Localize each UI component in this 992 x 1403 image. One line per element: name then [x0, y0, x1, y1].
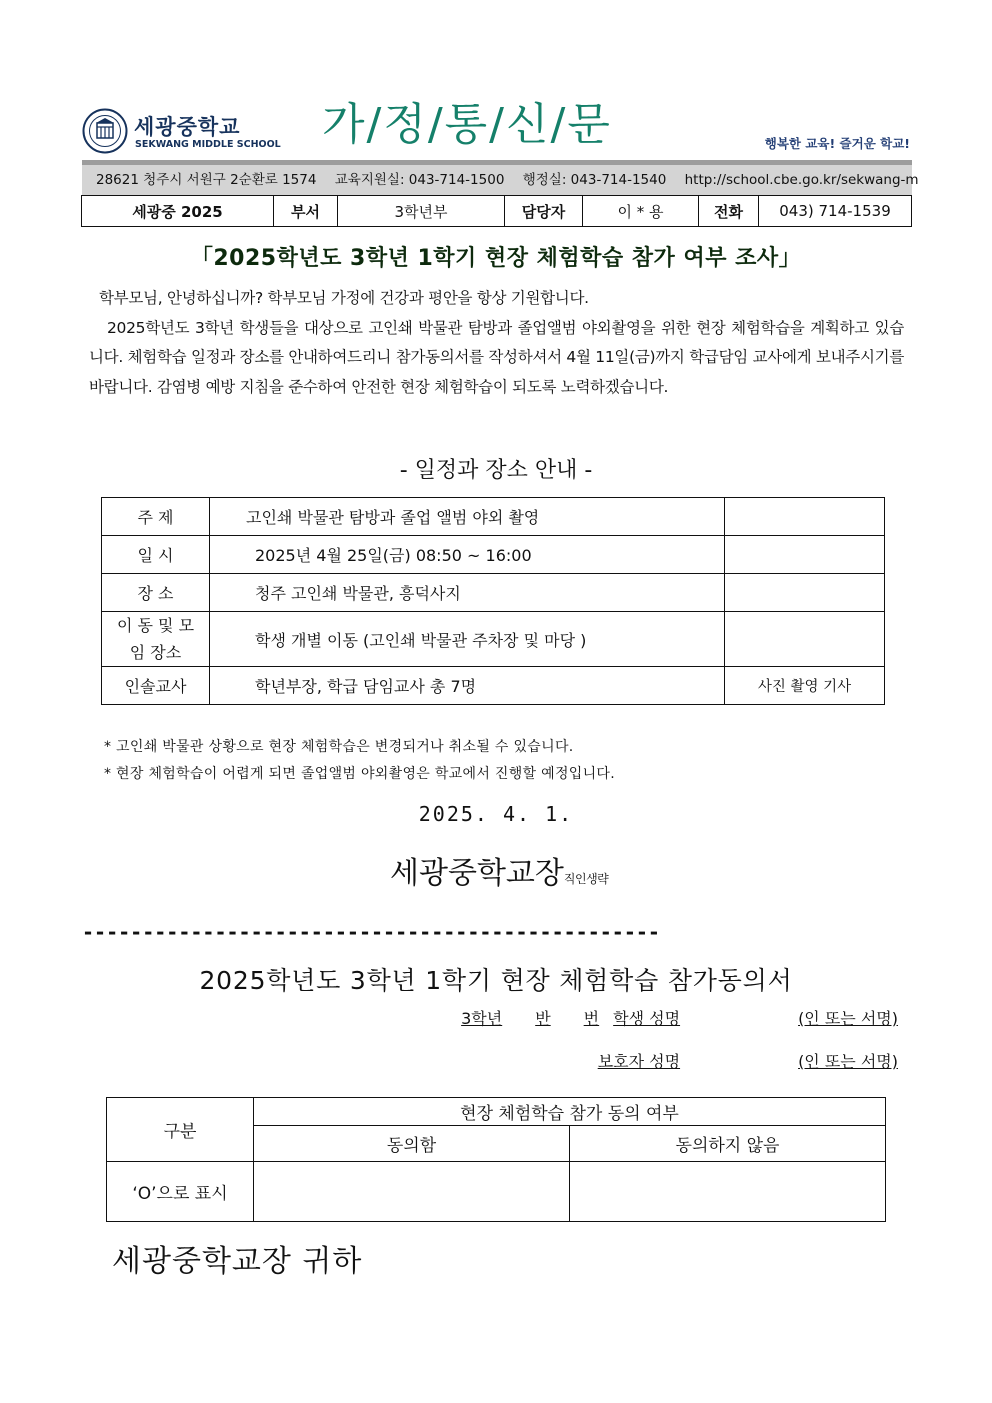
school-year-cell: 세광중 2025 — [82, 196, 274, 227]
consent-table — [106, 1097, 886, 1222]
row-note — [725, 498, 885, 536]
principal-signature — [390, 848, 608, 892]
school-name: 세광중학교 — [134, 115, 241, 139]
mark-row-label: ‘O’으로 표시 — [107, 1162, 254, 1222]
dept-label: 부서 — [274, 196, 338, 227]
parent-name-label: 보호자 성명 — [597, 1052, 681, 1071]
support-office-phone: 교육지원실: 043-714-1500 — [334, 172, 505, 188]
parent-sign-line — [598, 1049, 898, 1072]
row-label: 장 소 — [102, 574, 210, 612]
manager-label: 담당자 — [505, 196, 583, 227]
table-row — [107, 1162, 886, 1222]
newsletter-title: 가/정/통/신/문 — [322, 99, 612, 150]
row-label: 주 제 — [102, 498, 210, 536]
agree-mark-cell[interactable] — [254, 1162, 570, 1222]
table-row — [102, 498, 885, 536]
schedule-table — [101, 497, 885, 705]
issue-date: 2025. 4. 1. — [418, 802, 574, 826]
letter-body — [89, 284, 904, 402]
row-value: 학년부장, 학급 담임교사 총 7명 — [210, 667, 725, 705]
table-row — [102, 574, 885, 612]
address-text: 28621 청주시 서원구 2순환로 1574 — [96, 172, 317, 188]
admin-office-phone: 행정실: 043-714-1540 — [522, 172, 667, 188]
contact-bar — [82, 160, 919, 195]
row-note: 사진 촬영 기사 — [725, 667, 885, 705]
cut-line: ------------------------------------------------ — [82, 920, 660, 944]
school-slogan: 행복한 교육! 즐거운 학교! — [764, 136, 910, 151]
table-row — [102, 612, 885, 667]
row-label: 이 동 및 모임 장소 — [102, 612, 210, 667]
row-note — [725, 536, 885, 574]
manager-value: 이 * 용 — [583, 196, 699, 227]
consent-header: 현장 체험학습 참가 동의 여부 — [254, 1098, 886, 1126]
phone-value: 043) 714-1539 — [759, 196, 912, 227]
student-name-label: 학생 성명 — [613, 1009, 681, 1028]
disagree-header: 동의하지 않음 — [570, 1126, 886, 1162]
disagree-mark-cell[interactable] — [570, 1162, 886, 1222]
school-emblem-icon — [82, 108, 128, 154]
row-note — [725, 612, 885, 667]
schedule-heading: - 일정과 장소 안내 - — [399, 458, 593, 483]
seal-omitted-note: 직인생략 — [563, 872, 609, 886]
table-row — [102, 667, 885, 705]
info-row — [82, 196, 912, 227]
survey-title: 「2025학년도 3학년 1학기 현장 체험학습 참가 여부 조사」 — [190, 246, 802, 271]
student-sign-suffix: (인 또는 서명) — [798, 1009, 898, 1028]
consent-title: 2025학년도 3학년 1학기 현장 체험학습 참가동의서 — [199, 966, 793, 995]
category-header: 구분 — [107, 1098, 254, 1162]
phone-label: 전화 — [699, 196, 759, 227]
number-label: 번 — [583, 1009, 600, 1028]
addressee: 세광중학교장 귀하 — [112, 1244, 363, 1279]
main-paragraph-text: 2025학년도 3학년 학생들을 대상으로 고인쇄 박물관 탐방과 졸업앨범 야외촬영을 위한 현장 체험학습을 계획하고 있습니다. 체험학습 일정과 장소를 안내하여드리니 참가동의서를 작성하셔서 4월 11일(금)까지 학급담임 교사에게 보내주시기를 바랍니다. 감염병 예방 지침을 준수하여 안전한 현장 체험학습이 되도록 노력하겠습니다. — [89, 318, 904, 396]
row-value: 청주 고인쇄 박물관, 흥덕사지 — [210, 574, 725, 612]
parent-sign-suffix: (인 또는 서명) — [798, 1052, 898, 1071]
row-value: 고인쇄 박물관 탐방과 졸업 앨범 야외 촬영 — [210, 498, 725, 536]
student-sign-line — [461, 1006, 898, 1029]
table-row — [102, 536, 885, 574]
grade-label: 3학년 — [461, 1009, 503, 1028]
row-value: 2025년 4월 25일(금) 08:50 ~ 16:00 — [210, 536, 725, 574]
info-table — [81, 195, 912, 227]
row-value: 학생 개별 이동 (고인쇄 박물관 주차장 및 마당 ) — [210, 612, 725, 667]
dept-value: 3학년부 — [338, 196, 505, 227]
notes-list — [104, 734, 615, 788]
note-item: * 고인쇄 박물관 상황으로 현장 체험학습은 변경되거나 취소될 수 있습니다. — [104, 739, 574, 755]
class-label: 반 — [535, 1009, 551, 1028]
school-url-link[interactable]: http://school.cbe.go.kr/sekwang-m — [684, 172, 919, 188]
row-label: 일 시 — [102, 536, 210, 574]
school-name-english: SEKWANG MIDDLE SCHOOL — [135, 139, 281, 150]
school-logo — [82, 108, 282, 156]
row-label: 인솔교사 — [102, 667, 210, 705]
main-paragraph — [89, 314, 904, 403]
table-row — [107, 1098, 886, 1126]
greeting-paragraph: 학부모님, 안녕하십니까? 학부모님 가정에 건강과 평안을 항상 기원합니다. — [99, 289, 589, 307]
agree-header: 동의함 — [254, 1126, 570, 1162]
row-note — [725, 574, 885, 612]
principal-title: 세광중학교장 — [390, 856, 564, 891]
note-item: * 현장 체험학습이 어렵게 되면 졸업앨범 야외촬영은 학교에서 진행할 예정입니다. — [104, 766, 615, 782]
